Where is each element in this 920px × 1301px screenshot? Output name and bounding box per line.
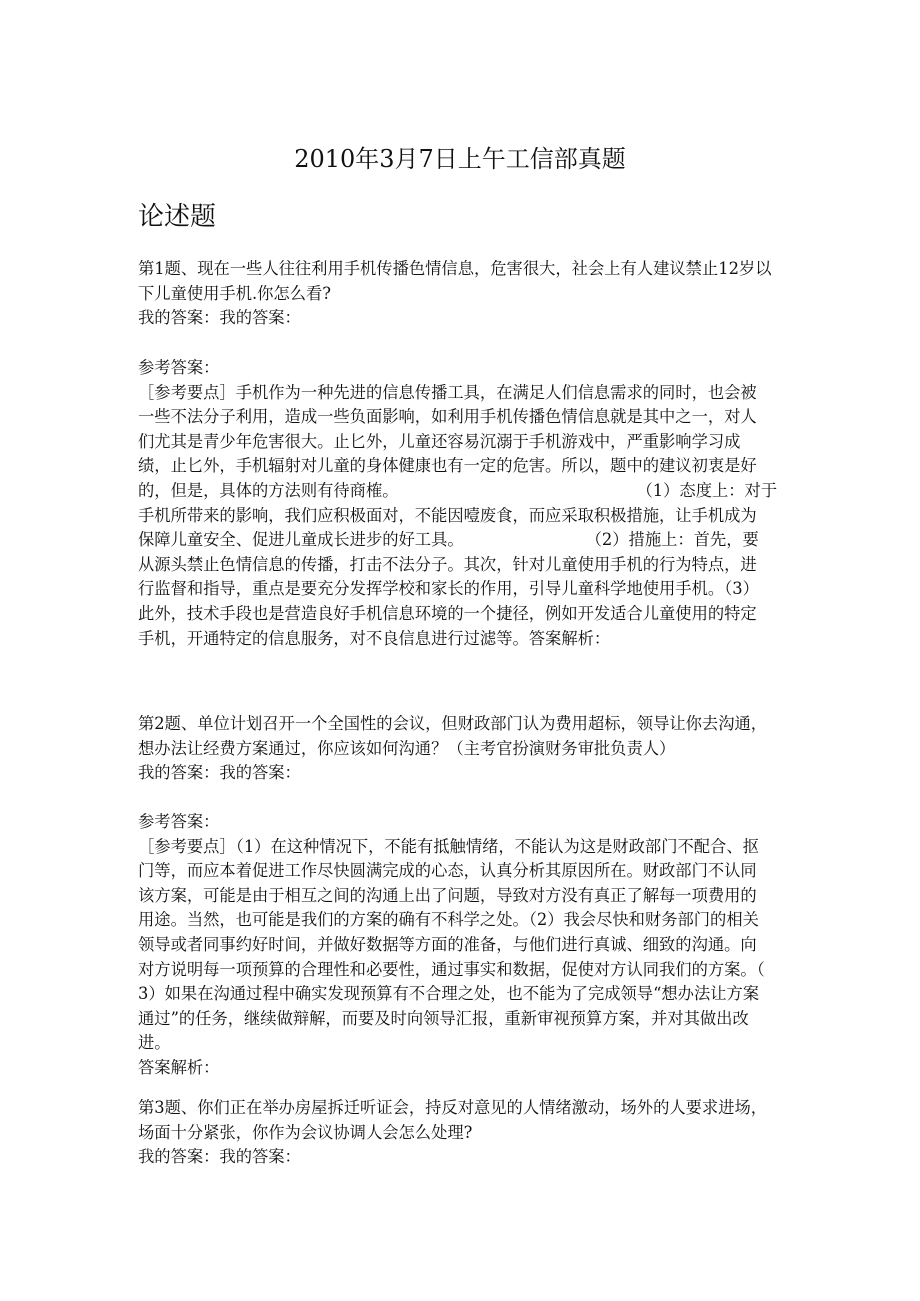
answer-analysis-label: 答案解析： [138, 1057, 220, 1077]
answer-line-part: 保障儿童安全、促进儿童成长进步的好工具。 [138, 530, 464, 550]
section-title: 论述题 [138, 202, 217, 232]
question-2 [138, 712, 786, 786]
question-2-reference-answer [138, 810, 786, 1081]
question-3-line-1: 第3题、你们正在举办房屋拆迁听证会，持反对意见的人情绪激动，场外的人要求进场， [138, 1098, 768, 1117]
question-1-reference-answer [138, 356, 786, 651]
answer-line-part: （2）措施上：首先，要 [585, 530, 759, 550]
answer-line: 绩，止匕外，手机辐射对儿童的身体健康也有一定的危害。所以，题中的建议初衷是好 [138, 456, 757, 476]
answer-line: 们尤其是青少年危害很大。止匕外，儿童还容易沉溺于手机游戏中，严重影响学习成 [138, 431, 741, 451]
answer-line: 此外，技术手段也是营造良好手机信息环境的一个捷径，例如开发适合儿童使用的特定 [138, 603, 757, 623]
answer-line: 行监督和指导，重点是要充分发挥学校和家长的作用，引导儿童科学地使用手机。（3） [138, 579, 759, 599]
answer-line-part: 的，但是，具体的方法则有待商榷。 [138, 480, 399, 500]
answer-line: 对方说明每一项预算的合理性和必要性，通过事实和数据，促使对方认同我们的方案。（ [138, 959, 765, 979]
answer-line [138, 528, 786, 553]
question-1-my-answer: 我的答案：我的答案： [138, 308, 301, 328]
question-2-my-answer: 我的答案：我的答案： [138, 763, 301, 783]
answer-line: ［参考要点］手机作为一种先进的信息传播工具，在满足人们信息需求的同时，也会被 [138, 382, 757, 402]
answer-line: 用途。当然，也可能是我们的方案的确有不科学之处。（2）我会尽快和财务部门的相关 [138, 910, 759, 930]
question-3-line-2: 场面十分紧张，你作为会议协调人会怎么处理? [138, 1122, 473, 1142]
question-2-line-1: 第2题、单位计划召开一个全国性的会议，但财政部门认为费用超标，领导让你去沟通， [138, 714, 768, 733]
answer-line: 通过”的任务，继续做辩解，而要及时向领导汇报，重新审视预算方案，并对其做出改 [138, 1008, 749, 1028]
reference-answer-label: 参考答案： [138, 812, 220, 831]
question-1 [138, 257, 786, 331]
answer-line: 3）如果在沟通过程中确实发现预算有不合理之处，也不能为了完成领导“想办法让方案 [138, 984, 760, 1004]
answer-line: 手机所带来的影响，我们应积极面对，不能因噎废食，而应采取积极措施，让手机成为 [138, 505, 757, 525]
answer-line: 门等，而应本着促进工作尽快圆满完成的心态，认真分析其原因所在。财政部门不认同 [138, 861, 757, 881]
answer-line: 一些不法分子利用，造成一些负面影响，如利用手机传播色情信息就是其中之一，对人 [138, 407, 757, 427]
answer-line: ［参考要点］（1）在这种情况下，不能有抵触情绪，不能认为这是财政部门不配合、抠 [138, 836, 759, 856]
question-3 [138, 1096, 786, 1170]
answer-line: 手机，开通特定的信息服务，对不良信息进行过滤等。答案解析： [138, 628, 611, 648]
answer-line: 进。 [138, 1033, 171, 1053]
answer-line: 从源头禁止色情信息的传播，打击不法分子。其次，针对儿童使用手机的行为特点，进 [138, 554, 757, 574]
document-title: 2010年3月7日上午工信部真题 [294, 145, 626, 173]
answer-line: 领导或者同事约好时间，并做好数据等方面的准备，与他们进行真诚、细致的沟通。向 [138, 934, 757, 954]
answer-line-part: （1）态度上：对于 [636, 480, 778, 500]
question-3-my-answer: 我的答案：我的答案： [138, 1147, 301, 1167]
question-1-line-2: 下儿童使用手机.你怎么看? [138, 283, 331, 303]
reference-answer-label: 参考答案： [138, 358, 220, 377]
question-2-line-2: 想办法让经费方案通过，你应该如何沟通？（主考官扮演财务审批负责人） [138, 738, 676, 758]
answer-line [138, 479, 786, 504]
question-1-line-1: 第1题、现在一些人往往利用手机传播色情信息，危害很大，社会上有人建议禁止12岁以 [138, 259, 772, 278]
answer-line: 该方案，可能是由于相互之间的沟通上出了问题，导致对方没有真正了解每一项费用的 [138, 885, 757, 905]
